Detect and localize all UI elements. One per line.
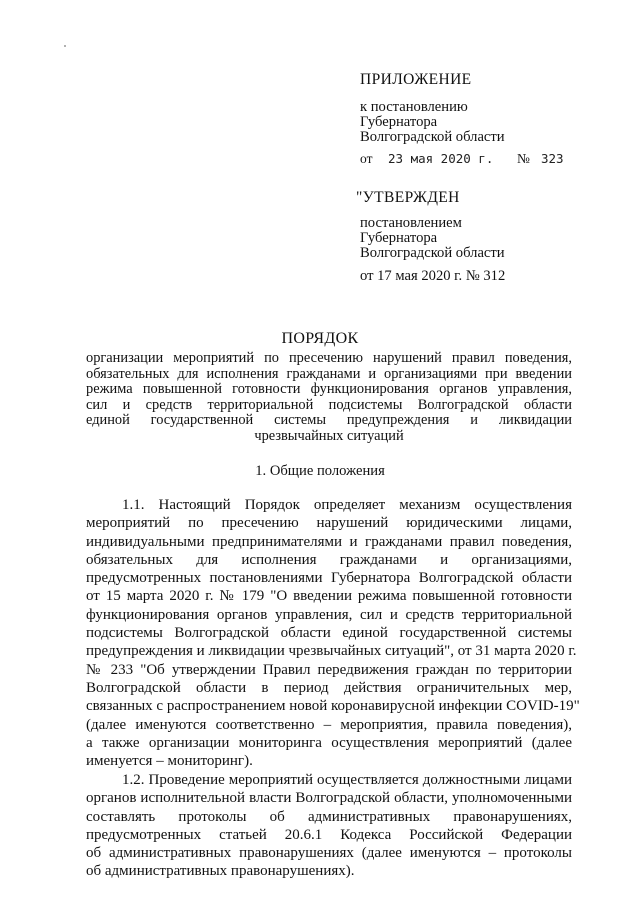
text-line: органов исполнительной власти Волгоградской области, уполномоченными bbox=[86, 790, 572, 807]
subtitle-line: единой государственной системы предупреждения и ликвидации bbox=[86, 412, 572, 428]
approved-date: от 17 мая 2020 г. № 312 bbox=[360, 268, 506, 284]
appendix-line: к постановлению bbox=[360, 99, 468, 115]
appendix-line: Волгоградской области bbox=[360, 129, 505, 145]
text-line: мероприятий по пресечению нарушений юридическими лицами, bbox=[86, 515, 572, 532]
text-line: 1.2. Проведение мероприятий осуществляется должностными лицами bbox=[122, 772, 572, 788]
paragraph-1-1 bbox=[86, 496, 580, 770]
number-value: 323 bbox=[541, 151, 564, 166]
subtitle-line: организации мероприятий по пресечению нарушений правил поведения, bbox=[86, 350, 572, 366]
text-line: предусмотренных статьей 20.6.1 Кодекса Российской Федерации bbox=[86, 826, 572, 843]
text-line: составлять протоколы об административных правонарушениях, bbox=[86, 808, 572, 825]
scan-speck bbox=[64, 45, 66, 47]
text-line: именуется – мониторинг). bbox=[86, 753, 253, 770]
text-line: подсистемы Волгоградской области единой государственной системы bbox=[86, 625, 572, 642]
approved-title: "УТВЕРЖДЕН bbox=[356, 189, 460, 206]
text-line: № 233 "Об утверждении Правил передвижения граждан по территории bbox=[86, 661, 572, 678]
date-value: 23 мая 2020 г. bbox=[388, 151, 494, 166]
paragraph-1-2 bbox=[86, 771, 572, 881]
appendix-line: Губернатора bbox=[360, 114, 438, 130]
appendix-title: ПРИЛОЖЕНИЕ bbox=[360, 71, 472, 88]
text-line: (далее именуются соответственно – мероприятия, правила поведения), bbox=[86, 716, 572, 733]
text-line: от 15 марта 2020 г. № 179 "О введении режима повышенной готовности bbox=[86, 588, 572, 605]
date-prefix: от bbox=[360, 151, 373, 166]
approved-line: постановлением bbox=[360, 215, 462, 231]
approved-line: Губернатора bbox=[360, 230, 438, 246]
document-title: ПОРЯДОК bbox=[281, 330, 359, 347]
section-title: 1. Общие положения bbox=[255, 463, 385, 479]
appendix-reference bbox=[360, 100, 505, 145]
subtitle-line: чрезвычайных ситуаций bbox=[254, 427, 404, 444]
text-line: об административных правонарушениях). bbox=[86, 863, 355, 880]
text-line: предусмотренных постановлениями Губернатора Волгоградской области bbox=[86, 570, 572, 587]
number-label: № bbox=[517, 151, 530, 166]
text-line: предупреждения и ликвидации чрезвычайных ситуаций", от 31 марта 2020 г. bbox=[86, 643, 577, 660]
approved-line: Волгоградской области bbox=[360, 245, 505, 261]
subtitle-line: сил и средств территориальной подсистемы Волгоградской области bbox=[86, 396, 572, 413]
text-line: а также организации мониторинга осуществления мероприятий (далее bbox=[86, 734, 572, 751]
text-line: индивидуальными предпринимателями и гражданами правил поведения, bbox=[86, 533, 572, 550]
document-subtitle bbox=[86, 351, 572, 444]
text-line: обязательных для исполнения гражданами и организациями, bbox=[86, 551, 572, 568]
text-line: Волгоградской области в период действия ограничительных мер, bbox=[86, 679, 572, 696]
text-line: функционирования органов управления, сил и средств территориальной bbox=[86, 606, 572, 623]
subtitle-line: режима повышенной готовности функционирования органов управления, bbox=[86, 381, 572, 397]
text-line: 1.1. Настоящий Порядок определяет механизм осуществления bbox=[122, 497, 572, 513]
text-line: связанных с распространением новой коронавирусной инфекции COVID-19" bbox=[86, 698, 580, 715]
text-line: об административных правонарушениях (далее именуются – протоколы bbox=[86, 845, 572, 862]
approved-reference bbox=[360, 216, 505, 261]
subtitle-line: обязательных для исполнения гражданами и организациями при введении bbox=[86, 365, 572, 382]
